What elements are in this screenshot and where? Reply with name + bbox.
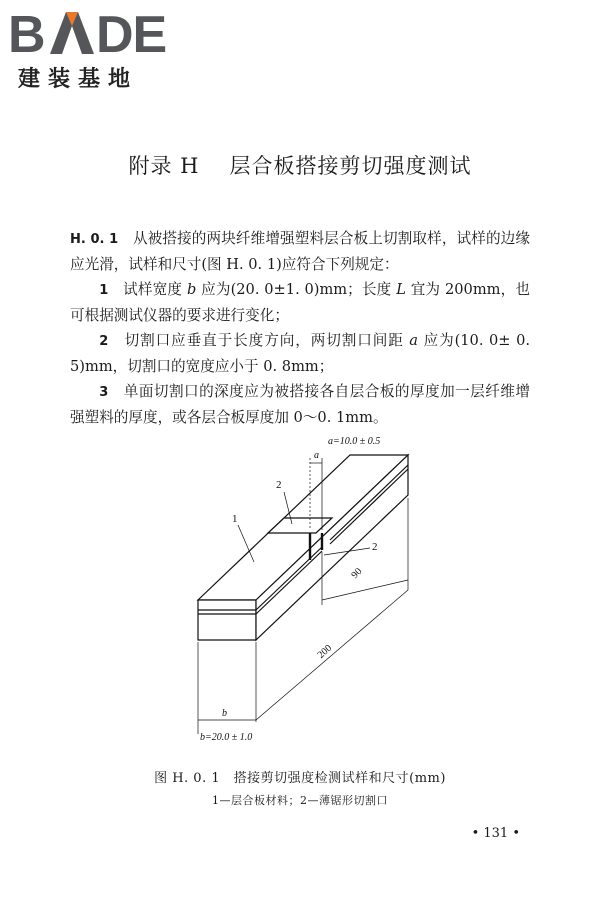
var-l: L bbox=[396, 281, 406, 298]
dim-90-line bbox=[322, 580, 408, 600]
item-number: 2 bbox=[99, 334, 109, 349]
clause-item-2 bbox=[70, 328, 530, 379]
item-text: 应为(20. 0±1. 0)mm；长度 bbox=[201, 281, 392, 298]
var-a: a bbox=[409, 332, 418, 349]
label-b: b bbox=[222, 708, 227, 719]
clause-body bbox=[70, 226, 530, 430]
figure-caption: 图 H. 0. 1 搭接剪切强度检测试样和尺寸(mm) bbox=[154, 771, 446, 786]
item-text: 试样宽度 bbox=[123, 281, 183, 298]
callout-2-right: 2 bbox=[372, 541, 378, 553]
label-a-full: a=10.0 ± 0.5 bbox=[328, 436, 381, 447]
callout-2-top: 2 bbox=[276, 479, 282, 491]
appendix-title bbox=[0, 150, 600, 180]
dim-90-label: 90 bbox=[349, 566, 365, 581]
figure-legend: 1—层合板材料；2—薄锯形切割口 bbox=[212, 794, 388, 807]
item-text: 切割口应垂直于长度方向，两切割口间距 bbox=[124, 332, 404, 349]
clause-text: 从被搭接的两块纤维增强塑料层合板上切割取样，试样的边缘应光滑，试样和尺寸(图 H. 0. 1)应符合下列规定： bbox=[70, 230, 530, 273]
item-number: 1 bbox=[99, 283, 109, 298]
item-number: 3 bbox=[99, 385, 109, 400]
svg-text:B: B bbox=[8, 6, 45, 62]
appendix-heading: 层合板搭接剪切强度测试 bbox=[229, 154, 472, 178]
item-text: 单面切割口的深度应为被搭接各自层合板的厚度加一层纤维增强塑料的厚度，或各层合板厚度加 0～0. 1mm。 bbox=[70, 383, 530, 426]
clause-id: H. 0. 1 bbox=[70, 232, 119, 247]
clause-h01 bbox=[70, 226, 530, 277]
var-b: b bbox=[186, 281, 197, 298]
logo-chinese-text: 建装基地 bbox=[18, 67, 139, 92]
clause-item-1 bbox=[70, 277, 530, 328]
item-text: 应为(10. 0± 0. 5)mm，切割口的宽度应小于 0. 8mm； bbox=[70, 332, 531, 375]
dim-200-label: 200 bbox=[315, 642, 335, 661]
specimen-figure bbox=[180, 430, 420, 750]
specimen-drawing bbox=[180, 430, 420, 750]
svg-text:DE: DE bbox=[96, 6, 167, 62]
specimen-front-face bbox=[198, 600, 256, 640]
label-a: a bbox=[314, 450, 319, 461]
page-number: • 131 • bbox=[471, 826, 520, 841]
bade-logo bbox=[8, 6, 178, 90]
clause-item-3 bbox=[70, 379, 530, 430]
appendix-label: 附录 H bbox=[128, 154, 200, 178]
item-text: 宜为 200mm，也可根据测试仪器的要求进行变化； bbox=[70, 281, 530, 324]
callout-1: 1 bbox=[232, 513, 238, 525]
bade-logo-mark bbox=[8, 6, 178, 62]
label-b-full: b=20.0 ± 1.0 bbox=[200, 732, 253, 743]
